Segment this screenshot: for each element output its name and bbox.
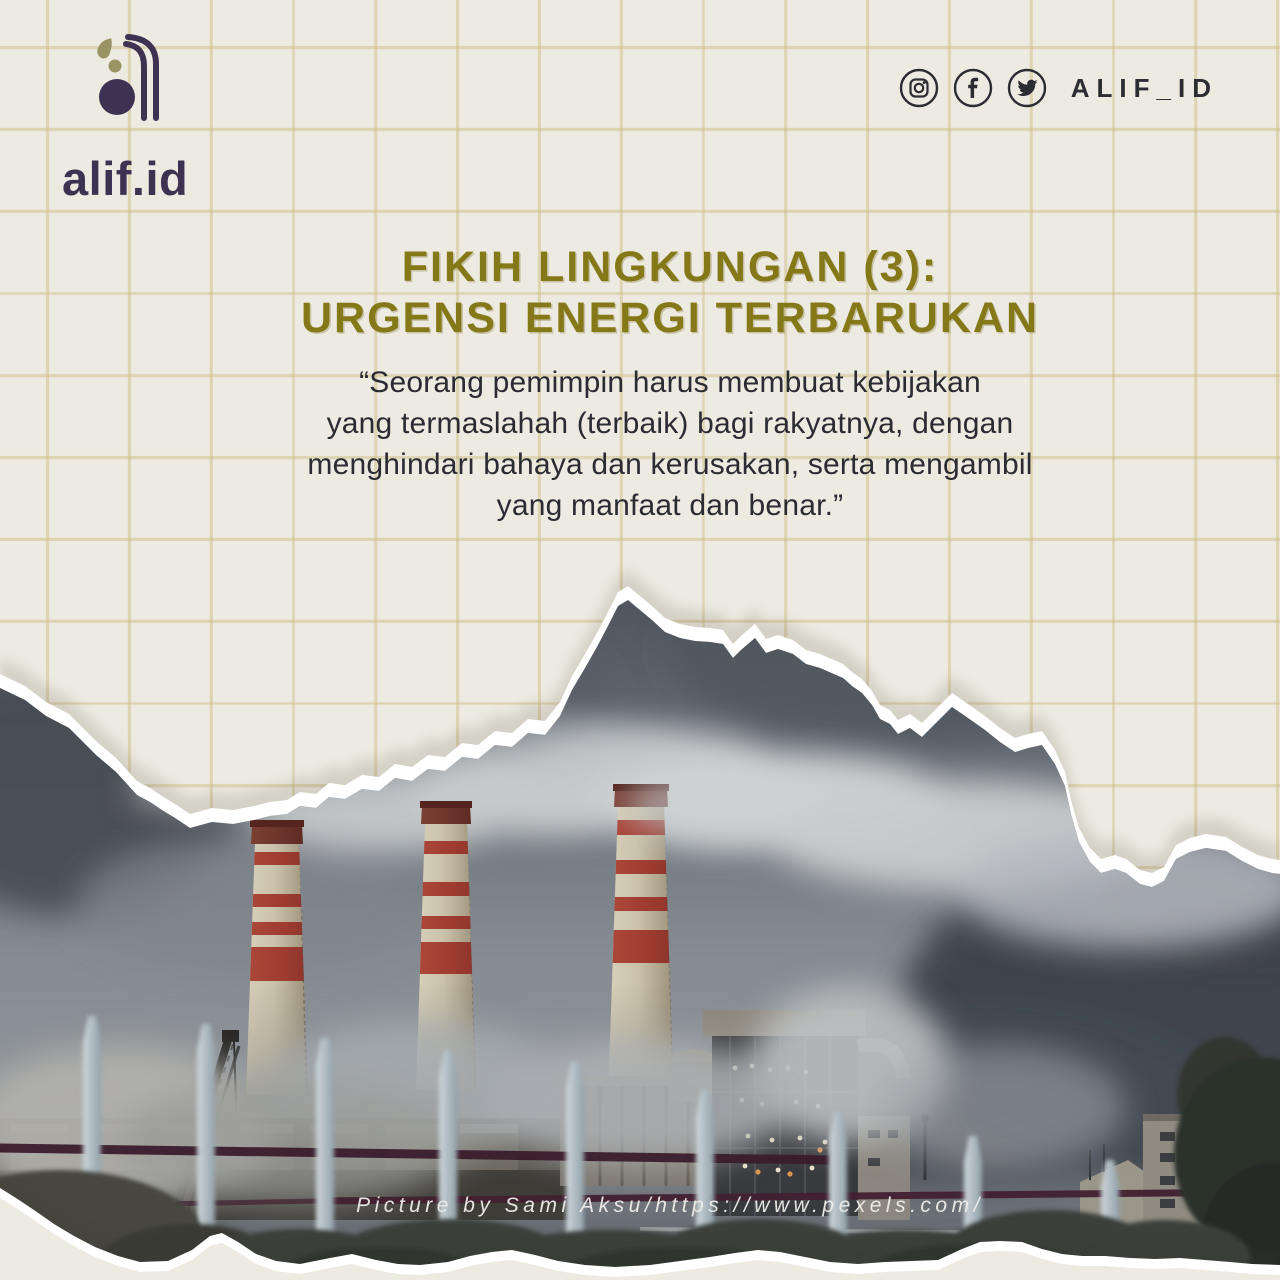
quote-line-4: yang manfaat dan benar.” (496, 489, 844, 522)
poster-title (60, 242, 1280, 344)
twitter-icon (1007, 68, 1047, 108)
alif-logo-mark (62, 34, 192, 144)
facebook-icon (953, 68, 993, 108)
quote-line-1: “Seorang pemimpin harus membuat kebijakan (359, 366, 981, 399)
social-handle: ALIF_ID (1070, 72, 1218, 103)
title-line-2: URGENSI ENERGI TERBARUKAN (300, 294, 1040, 342)
brand-logo (62, 34, 282, 206)
quote-line-3: menghindari bahaya dan kerusakan, serta mengambil (307, 448, 1033, 481)
instagram-icon (899, 68, 939, 108)
title-line-1: FIKIH LINGKUNGAN (3): (401, 243, 939, 291)
photo-scene (0, 555, 1280, 1280)
brand-logo-text: alif.id (62, 152, 189, 205)
poster-quote (60, 362, 1280, 526)
photo-credit-caption: Picture by Sami Aksu/https://www.pexels.com/ (356, 1194, 984, 1217)
social-bar (899, 68, 1218, 108)
quote-line-2: yang termaslahah (terbaik) bagi rakyatnya, dengan (326, 407, 1014, 440)
